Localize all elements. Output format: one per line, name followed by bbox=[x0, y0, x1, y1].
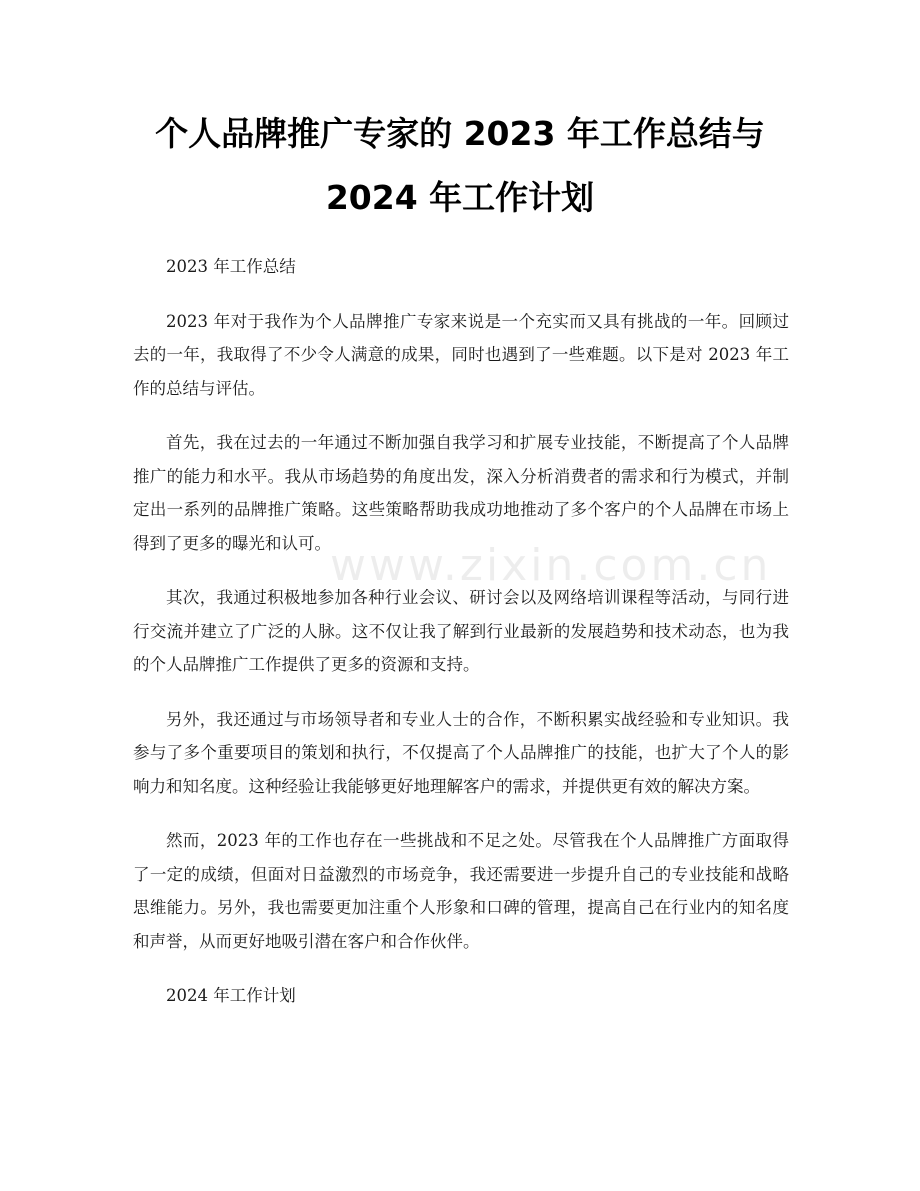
paragraph-challenges: 然而，2023 年的工作也存在一些挑战和不足之处。尽管我在个人品牌推广方面取得了一定的成绩，但面对日益激烈的市场竞争，我还需要进一步提升自己的专业技能和战略思维能力。另外，我也需要更加注重个人形象和口碑的管理，提高自己在行业内的知名度和声誉，从而更好地吸引潜在客户和合作伙伴。 bbox=[133, 831, 789, 951]
watermark: www.zixin.com.cn bbox=[330, 540, 772, 591]
paragraph-intro: 2023 年对于我作为个人品牌推广专家来说是一个充实而又具有挑战的一年。回顾过去的一年，我取得了不少令人满意的成果，同时也遇到了一些难题。以下是对 2023 年工作的总结与评估。 bbox=[133, 311, 789, 398]
section-heading-2023-summary: 2023 年工作总结 bbox=[166, 257, 296, 276]
document-title-line-2: 2024 年工作计划 bbox=[325, 178, 595, 217]
document-body bbox=[133, 250, 789, 1034]
paragraph-third: 另外，我还通过与市场领导者和专业人士的合作，不断积累实战经验和专业知识。我参与了多个重要项目的策划和执行，不仅提高了个人品牌推广的技能，也扩大了个人的影响力和知名度。这种经验让我能够更好地理解客户的需求，并提供更有效的解决方案。 bbox=[133, 709, 789, 796]
paragraph-second: 其次，我通过积极地参加各种行业会议、研讨会以及网络培训课程等活动，与同行进行交流并建立了广泛的人脉。这不仅让我了解到行业最新的发展趋势和技术动态，也为我的个人品牌推广工作提供了更多的资源和支持。 bbox=[133, 588, 789, 674]
section-heading-2024-plan: 2024 年工作计划 bbox=[166, 986, 296, 1005]
document-title-line-1: 个人品牌推广专家的 2023 年工作总结与 bbox=[155, 114, 765, 153]
paragraph-first: 首先，我在过去的一年通过不断加强自我学习和扩展专业技能，不断提高了个人品牌推广的能力和水平。我从市场趋势的角度出发，深入分析消费者的需求和行为模式，并制定出一系列的品牌推广策略。这些策略帮助我成功地推动了多个客户的个人品牌在市场上得到了更多的曝光和认可。 bbox=[133, 433, 789, 553]
